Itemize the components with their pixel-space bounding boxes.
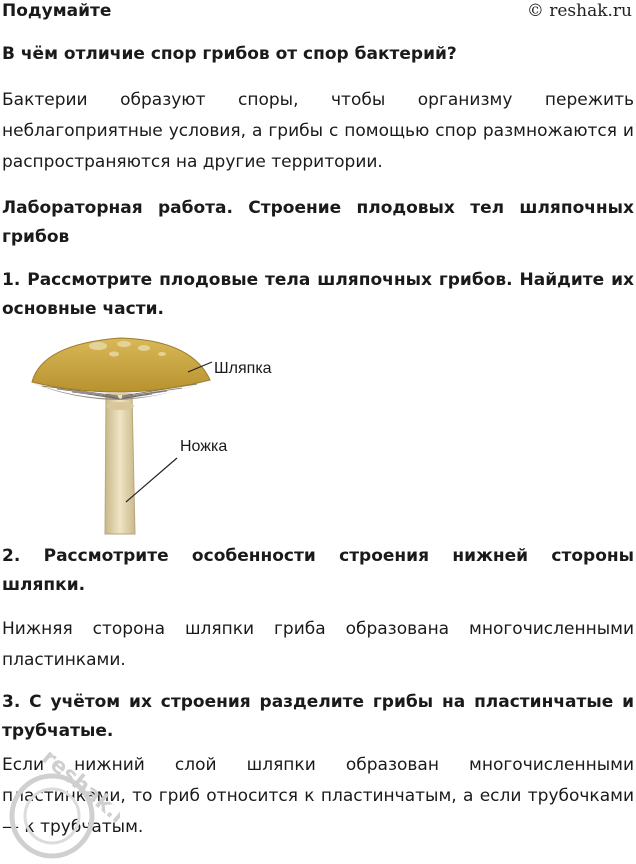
step-3: 3. С учётом их строения разделите грибы на пластинчатые и трубчатые. (2, 692, 634, 741)
step-1: 1. Рассмотрите плодовые тела шляпочных грибов. Найдите их основные части. (2, 270, 634, 319)
lab-title: Лабораторная работа. Строение плодовых тел шляпочных грибов (2, 198, 634, 247)
stem-label: Ножка (180, 438, 228, 455)
cap-label: Шляпка (214, 360, 272, 377)
mushroom-figure (2, 324, 634, 542)
question-title: В чём отличие спор грибов от спор бактерий? (2, 44, 457, 64)
answer-2: Нижняя сторона шляпки гриба образована многочисленными пластинками. (2, 619, 634, 670)
stamp-logo (0, 752, 120, 860)
watermark-stamp (0, 752, 120, 864)
section-label: Подумайте (2, 1, 112, 21)
answer-3: Если нижний слой шляпки образован многочисленными пластинками, то гриб относится к пластинчатым, а если трубочками — к трубчатым. (2, 755, 634, 837)
mushroom-illustration (2, 324, 634, 542)
step-2: 2. Рассмотрите особенности строения нижней стороны шляпки. (2, 546, 634, 595)
svg-text:reshak.ru: reshak.ru (36, 752, 120, 841)
answer-text: Бактерии образуют споры, чтобы организму пережить неблагоприятные условия, а грибы с помощью спор размножаются и распространяются на другие территории. (2, 90, 634, 172)
mushroom-stem (105, 394, 135, 534)
page-header (0, 0, 636, 26)
content (2, 40, 634, 843)
watermark-text: © reshak.ru (526, 1, 632, 21)
